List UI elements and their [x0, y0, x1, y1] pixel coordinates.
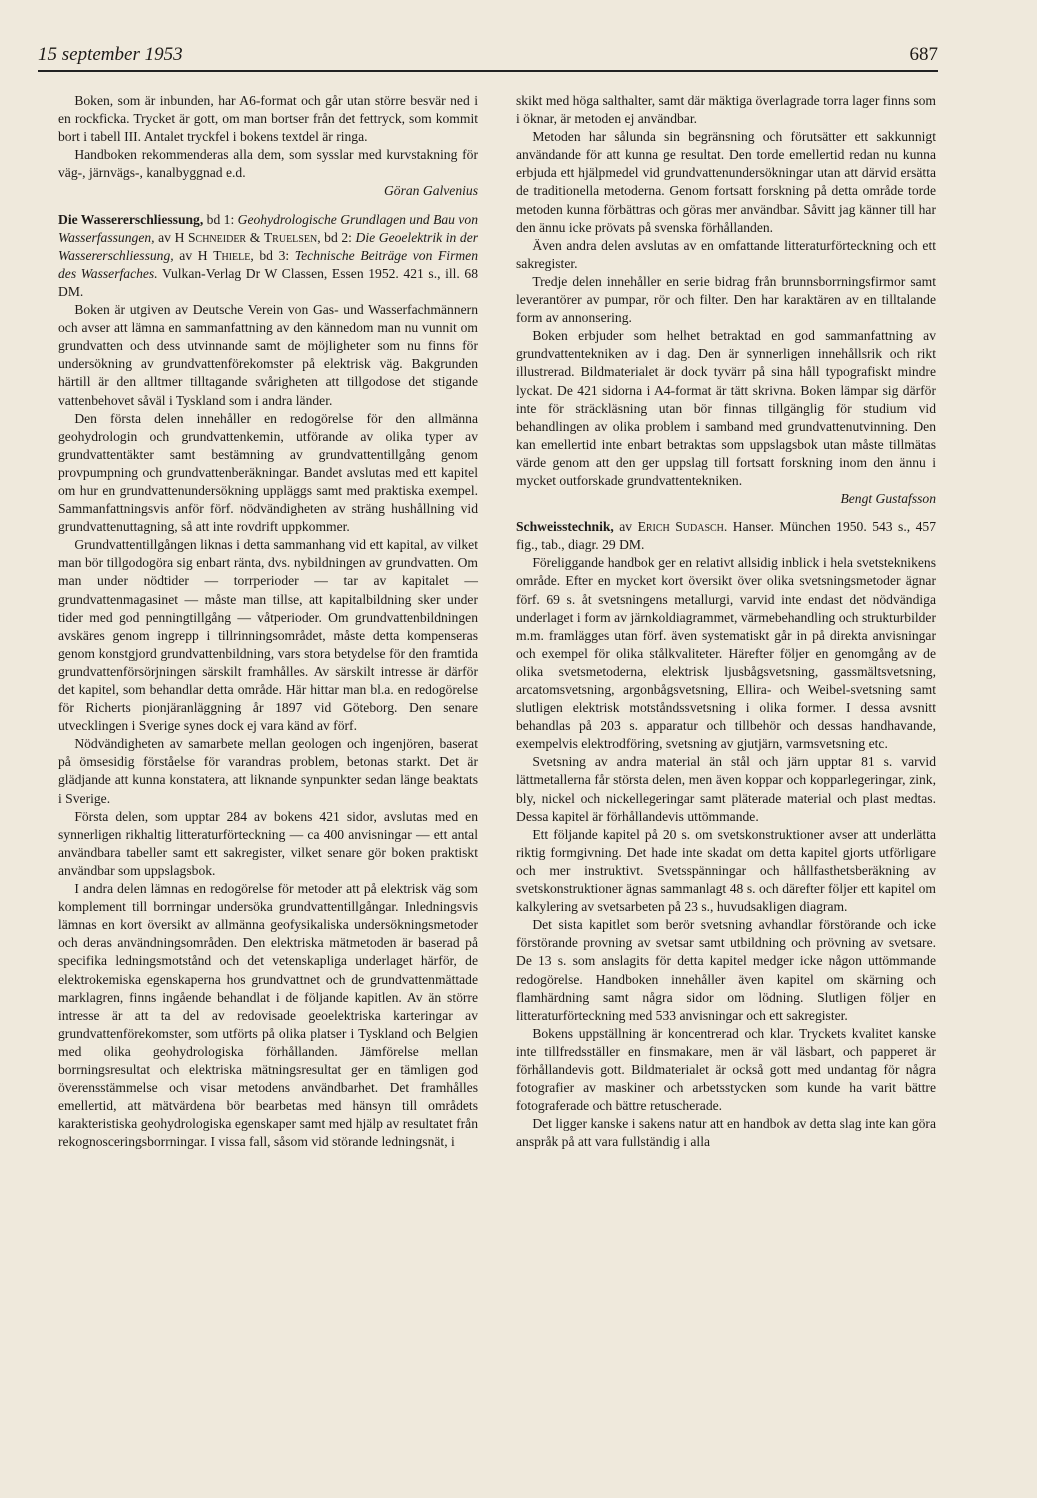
- paragraph: Boken, som är inbunden, har A6-format och går utan större besvär ned i en rockficka. Trycket är gott, om man bortser från det fettryck, som kommit bort i tabell III. Antalet tryckfel i bokens textdel är ringa.: [58, 93, 478, 145]
- volume-title: Technische Beiträge von Firmen des Wasserfaches.: [58, 247, 479, 281]
- text: Vulkan-Verlag Dr W Classen, Essen 1952. 421 s., ill. 68 DM.: [58, 265, 478, 299]
- book-title: Schweisstechnik,: [516, 519, 614, 535]
- paragraph: Boken är utgiven av Deutsche Verein von Gas- und Wasserfachmännern och avser att lämna en sammanfattning av den kännedom man nu vunnit om grundvatten och dess utvinnande samt de möjligheter som nu finns för undersökning av grundvattenförekomster på elektrisk väg. Bakgrunden härtill är den alltmer tilltagande svårigheten att tillgodose det stigande vattenbehovet såväl i Tyskland som i andra länder.: [58, 302, 478, 408]
- author: Erich Sudasch: [637, 519, 724, 535]
- author: Schneider: [187, 229, 247, 245]
- page-number: 687: [909, 44, 938, 65]
- paragraph: skikt med höga salthalter, samt där mäktiga överlagrade torra lager finns som i öknar, är metoden ej användbar.: [516, 93, 936, 127]
- text: av: [613, 519, 638, 535]
- paragraph: Första delen, som upptar 284 av bokens 421 sidor, avslutas med en synnerligen rikhaltig litteraturförteckning — ca 400 anvisningar — ett antal användbara tabeller samt ett sakregister, vilket senare gör boken praktiskt användbar som uppslagsbok.: [58, 808, 478, 878]
- paragraph: I andra delen lämnas en redogörelse för metoder att på elektrisk väg som komplement till borrningar undersöka grundvattentillgångar. Inledningsvis lämnas en kort översikt av allmänna geofysikaliska undersökningsmetoder och deras användningsområden. Den elektriska mätmetoden är baserad på specifika ledningsmotstånd och det vetenskapliga underlaget härför, de elektrokemiska egenskaperna hos grundvattnet och de grundvattenmättade marklagren, finns ingående behandlat i de följande kapitlen. Av än större intresse är att ta del av redovisade geoelektriska karteringar av grundvattenförekomster, som utförts på olika platser i Tyskland och Belgien med olika geohydrologiska förhållanden. Jämförelse mellan borrningsresultat och elektriska mätningsresultat ger en tämligen god överensstämmelse och visar metodens användbarhet. Det framhålles emellertid, att mätvärdena bör bearbetas med hänsyn till områdets karakteristiska geohydrologiska egenskaper samt med hjälp av resultatet från rekognosceringsborrningar. I vissa fall, såsom vid störande ledningsnät, i: [58, 881, 478, 1150]
- header-rule: [38, 70, 938, 72]
- paragraph: Tredje delen innehåller en serie bidrag från brunnsborrningsfirmor samt leverantörer av pumpar, rör och filter. Den har karaktären av en tilltalande form av annonsering.: [516, 273, 936, 326]
- paragraph: Nödvändigheten av samarbete mellan geologen och ingenjören, baserat på ömsesidig förståelse för varandras problem, betonas starkt. Det är glädjande att kunna konstatera, att liknande synpunkter sedan länge beaktats i Sverige.: [58, 736, 478, 806]
- author: Thiele: [213, 247, 251, 263]
- paragraph: Ett följande kapitel på 20 s. om svetskonstruktioner avser att underlätta riktig formgivning. Det hade inte skadat om detta kapitel gjorts utförligare och mer instruktivt. Svetsspänningar och hållfasthetsberäkning av svetskonstruktioner ägnas sammanlagt 48 s. och därefter följer ett kapitel om kalkylering av svetsarbeten på 23 s., huvudsakligen diagram.: [516, 826, 936, 915]
- author: Truelsen: [263, 229, 318, 245]
- paragraph: Handboken rekommenderas alla dem, som sysslar med kurvstakning för väg-, järnvägs-, kanalbyggnad e.d.: [58, 147, 478, 181]
- paragraph: Svetsning av andra material än stål och järn upptar 81 s. varvid lättmetallerna får största delen, men även koppar och kopparlegeringar, zink, bly, nickel och nickellegeringar samt pläterade material och plast medtas. Dessa kapitel är förhållandevis uttömmande.: [516, 754, 936, 824]
- page-header: [38, 38, 938, 68]
- text: av H: [154, 229, 188, 245]
- text: , bd 2:: [317, 229, 356, 245]
- paragraph: Boken erbjuder som helhet betraktad en god sammanfattning av grundvattentekniken av i dag. Den är synnerligen innehållsrik och rikt illustrerad. Bildmaterialet är dock tyvärr på sina håll typografiskt mindre lyckat. De 421 sidorna i A4-format är tätt skrivna. Boken lämpar sig därför inte för sträckläsning utan bör finnas tillgänglig för studium vid behandlingen av olika problem i samband med grundvattenutvinning. Den kan emellertid inte enbart betraktas som uppslagsbok utan måste tillmätas värde genom att den ger uppslag till fortsatt forskning inom den ännu i mycket outforskade grundvattentekniken.: [516, 328, 936, 488]
- review-heading: [516, 518, 936, 554]
- paragraph: Grundvattentillgången liknas i detta sammanhang vid ett kapital, av vilket man bör tillgodogöra sig enbart ränta, dvs. nybildningen av grundvatten. Om man under nödtider — torrperioder — tar av kapitalet — grundvattenmagasinet — måste man tillse, att kapitalbildning sker under tider med god penningtillgång — våtperioder. Om grundvattenbildningen avskäres genom ingrepp i tillrinningsområdet, måste detta kompenseras genom konstgjord grundvattenbildning, vars stora betydelse för den framtida grundvattenförsörjningen särskilt framhålles. Av särskilt intresse är därför det kapitel, som behandlar detta område. Här hittar man bl.a. en redogörelse för Richerts pionjäranläggning år 1897 vid Göteborg. Den senare utvecklingen i Sverige synes dock ej vara känd av förf.: [58, 537, 478, 734]
- text: . Hanser. München 1950. 543 s., 457 fig., tab., diagr. 29 DM.: [516, 519, 936, 553]
- text: &: [246, 229, 264, 245]
- paragraph: Föreliggande handbok ger en relativt allsidig inblick i hela svetsteknikens område. Efter en mycket kort översikt över olika svetsningsmetoder ägnar förf. 69 s. åt svetsningens metallurgi, varvid inte endast det nödvändiga underlaget i form av järnkoldiagrammet, värmebehandling och strukturbilder m.m. framlägges utan förf. även systematiskt går in på direkta anvisningar och exempel för olika stålkvaliteter. Härefter följer en genomgång av de olika svetsmetoderna, elektrisk ljusbågsvetsning, gassmältsvetsning, arcatomsvetsning, argonbågsvetsning, Ellira- och Weibel-svetsning samt slutligen elektrisk motståndssvetsning i olika former. I dessa avsnitt behandlas på 203 s. apparatur och tillbehör och dessas handhavande, exempelvis elektrodföring, svetsning av gjutjärn, varmsvetsning etc.: [516, 555, 936, 752]
- paragraph: Det ligger kanske i sakens natur att en handbok av detta slag inte kan göra anspråk på att vara fullständig i alla: [516, 1116, 936, 1150]
- volume-title: Die Geoelektrik in der Wassererschliessung,: [58, 229, 479, 263]
- text: bd 1:: [203, 211, 238, 227]
- book-title: Die Wassererschliessung,: [58, 211, 204, 227]
- right-column: [516, 92, 936, 1151]
- reviewer-signature: Bengt Gustafsson: [840, 491, 936, 507]
- paragraph: Det sista kapitlet som berör svetsning avhandlar förstörande och icke förstörande provning av svetsar samt utbildning och prövning av svetsare. De 13 s. som anslagits för detta kapitel medger icke någon uttömmande redogörelse. Handboken innehåller även kapitel om skärning och flamhärdning samt några sidor om lödning. Slutligen följer en litteraturförteckning med 533 anvisningar och ett sakregister.: [516, 917, 936, 1023]
- volume-title: Geohydrologische Grundlagen und Bau von Wasserfassungen,: [58, 211, 479, 245]
- paragraph: Metoden har sålunda sin begränsning och förutsätter ett sakkunnigt användande för att kunna ge resultat. Den torde emellertid redan nu kunna erbjuda ett hjälpmedel vid grundvattenundersökningar utan att därvid ersätta de traditionella metoderna. Genom fortsatt forskning på detta område torde metoden kunna förbättras och göras mer användbar. Såvitt jag känner till har den ännu icke prövats på svenska förhållanden.: [516, 129, 936, 235]
- paragraph: Även andra delen avslutas av en omfattande litteraturförteckning och ett sakregister.: [516, 237, 936, 271]
- text: , bd 3:: [250, 247, 295, 263]
- paragraph: Bokens uppställning är koncentrerad och klar. Tryckets kvalitet kanske inte tillfredsställer en finsmakare, men är väl läsbart, och papperet är förhållandevis gott. Bildmaterialet är också gott med undantag för några fotografier av maskiner och arbetsstycken som kunde ha varit bättre fotograferade och bättre retuscherade.: [516, 1025, 936, 1114]
- text: av H: [173, 247, 214, 263]
- left-column: [58, 92, 478, 1151]
- review-heading: [58, 211, 478, 301]
- reviewer-signature: Göran Galvenius: [383, 183, 478, 199]
- paragraph: Den första delen innehåller en redogörelse för den allmänna geohydrologin och grundvattenkemin, utförande av olika typer av grundvattentäkter samt bestämning av grundvattentillgång genom provpumpning och grundvattenberäkningar. Bandet avslutas med ett kapitel om hur en grundvattenundersökning uppläggs samt med praktiska exempel. Sammanfattningsvis anför förf. nödvändigheten av sträng hushållning vid grundvattenuttagning, så att inte rovdrift uppkommer.: [58, 410, 478, 535]
- header-date: 15 september 1953: [38, 44, 183, 65]
